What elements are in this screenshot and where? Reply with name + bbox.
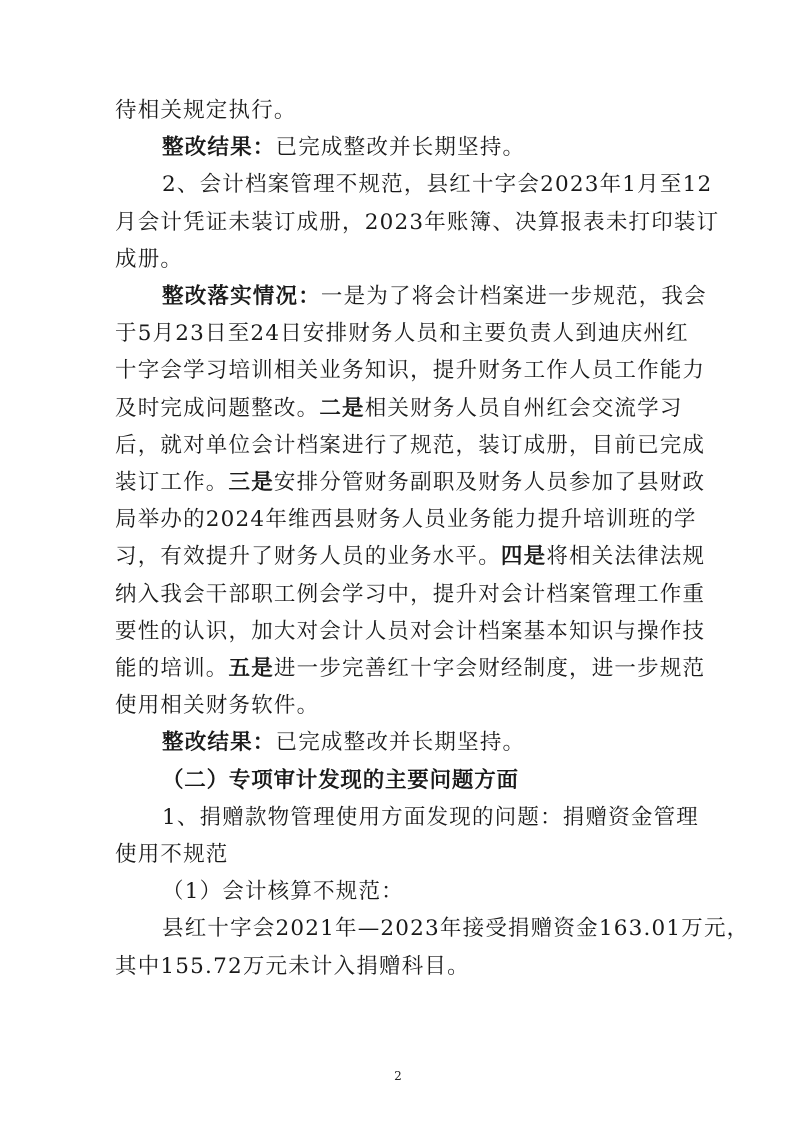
paragraph-line: 于5月23日至24日安排财务人员和主要负责人到迪庆州红	[115, 321, 689, 347]
paragraph-line: 要性的认识，加大对会计人员对会计档案基本知识与操作技	[115, 618, 706, 644]
paragraph-line: 待相关规定执行。	[115, 98, 297, 123]
item-four-label: 四是	[500, 544, 547, 570]
paragraph-line: 装订工作。三是安排分管财务副职及财务人员参加了县财政	[115, 470, 706, 495]
paragraph-line: 2、会计档案管理不规范，县红十字会2023年1月至12	[162, 172, 713, 198]
paragraph-line: 使用相关财务软件。	[115, 693, 320, 719]
rectification-result-label: 整改结果：	[162, 730, 276, 756]
paragraph-line: 局举办的2024年维西县财务人员业务能力提升培训班的学	[115, 507, 697, 533]
page-number: 2	[394, 1069, 402, 1083]
item-two-label: 二是	[319, 395, 365, 421]
paragraph-line: 其中155.72万元未计入捐赠科目。	[115, 953, 470, 979]
section-heading: （二）专项审计发现的主要问题方面	[162, 767, 519, 793]
paragraph-line: 月会计凭证未装订成册，2023年账簿、决算报表未打印装订	[115, 209, 720, 235]
rectification-result-label: 整改结果：	[162, 135, 276, 161]
paragraph-line: 县红十字会2021年—2023年接受捐赠资金163.01万元，	[162, 916, 750, 942]
implementation-label: 整改落实情况：	[162, 284, 321, 309]
paragraph-line: 及时完成问题整改。二是相关财务人员自州红会交流学习	[115, 395, 683, 421]
paragraph-line: 十字会学习培训相关业务知识，提升财务工作人员工作能力	[115, 358, 706, 384]
paragraph-line: 成册。	[115, 246, 184, 272]
item-three-label: 三是	[228, 470, 274, 495]
rectification-result-line: 整改结果：已完成整改并长期坚持。	[162, 730, 526, 756]
paragraph-line: 习，有效提升了财务人员的业务水平。四是将相关法律法规	[115, 544, 706, 570]
implementation-line: 整改落实情况：一是为了将会计档案进一步规范，我会	[162, 284, 707, 309]
paragraph-line: 能的培训。五是进一步完善红十字会财经制度，进一步规范	[115, 656, 706, 681]
paragraph-line: 1、捐赠款物管理使用方面发现的问题：捐赠资金管理	[162, 804, 699, 830]
paragraph-line: 纳入我会干部职工例会学习中，提升对会计档案管理工作重	[115, 581, 706, 607]
paragraph-line: 使用不规范	[115, 842, 229, 867]
subsection-heading: （1）会计核算不规范：	[162, 879, 404, 905]
paragraph-line: 后，就对单位会计档案进行了规范，装订成册，目前已完成	[115, 432, 706, 458]
item-five-label: 五是	[228, 656, 274, 681]
rectification-result-line: 整改结果：已完成整改并长期坚持。	[162, 135, 526, 161]
